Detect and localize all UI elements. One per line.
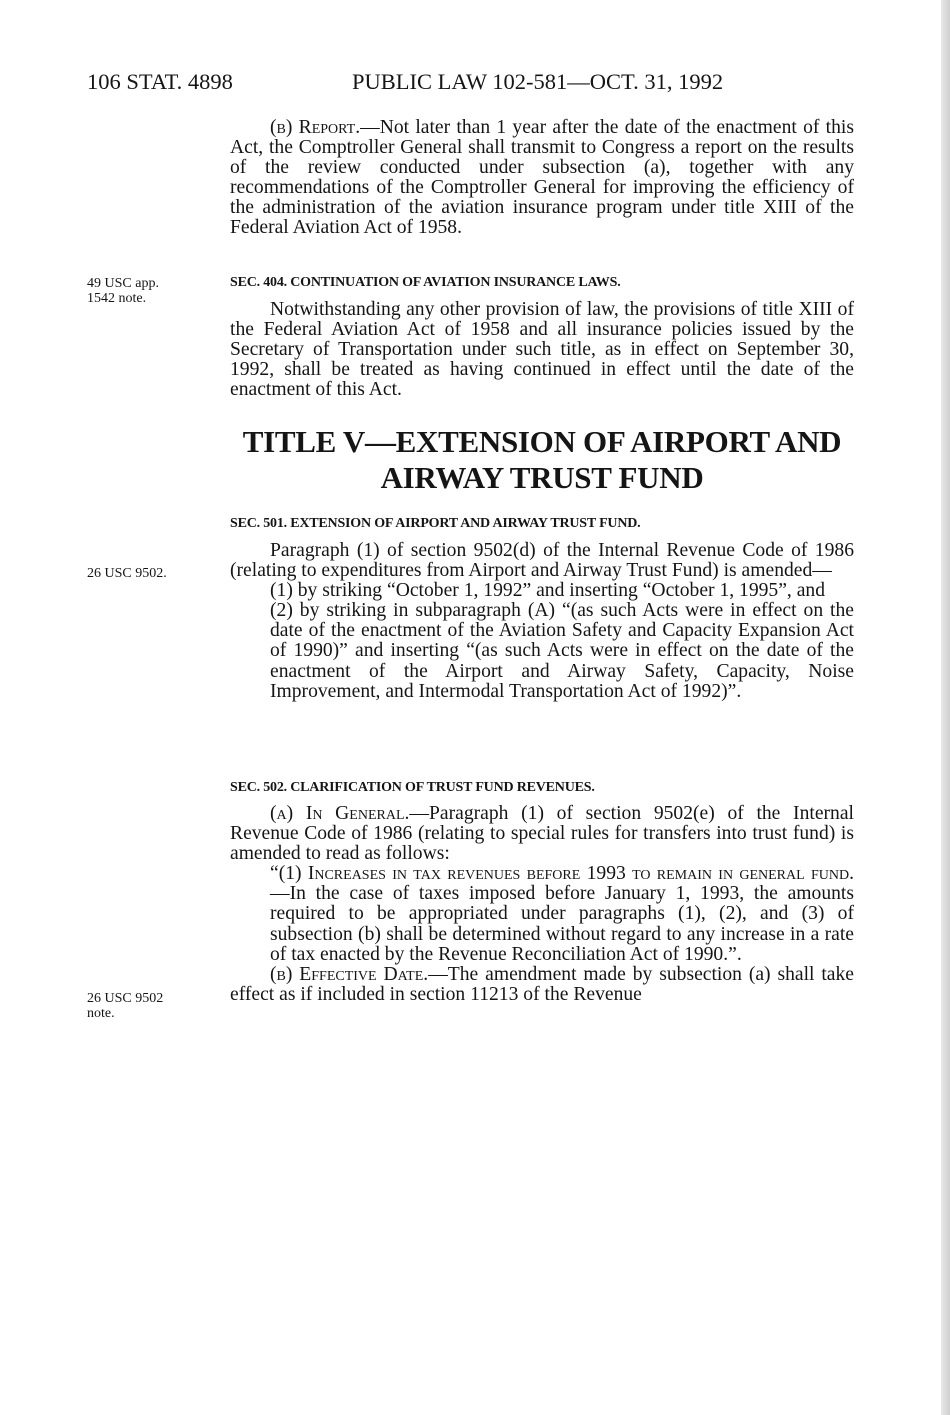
sec502-quote-text: —In the case of taxes imposed before January 1, 1993, the amounts required to be appropriated under paragraphs (1), (2), and (3) of subsection (b) shall be determined without regard to any increase in a rate of tax enacted by the Revenue Reconciliation Act of 1990.”. <box>270 883 854 965</box>
sec502-heading: SEC. 502. CLARIFICATION OF TRUST FUND REVENUES. <box>230 780 595 795</box>
sec502-quote <box>230 864 854 964</box>
margin-note-line: 26 USC 9502 <box>87 991 164 1006</box>
sec501-intro: Paragraph (1) of section 9502(d) of the Internal Revenue Code of 1986 (relating to expenditures from Airport and Airway Trust Fund) is amended— <box>230 540 854 582</box>
margin-note-line: 49 USC app. <box>87 276 159 291</box>
sec502-b-text: —The amendment made by subsection (a) shall take effect as if included in section 11213 of the Revenue <box>230 963 854 1005</box>
sec501-item-2: (2) by striking in subparagraph (A) “(as such Acts were in effect on the date of the enactment of the Aviation Safety and Capacity Expansion Act of 1990)” and inserting “(as such Acts were in effect on the date of the enactment of the Airport and Airway Safety, Capacity, Noise Improvement, and Intermodal Transportation Act of 1992)”. <box>270 600 854 702</box>
report-text: —Not later than 1 year after the date of the enactment of this Act, the Comptroller General shall transmit to Congress a report on the results of the review conducted under subsection (a), together with any recommendations of the Comptroller General for improving the efficiency of the administration of the aviation insurance program under title XIII of the Federal Aviation Act of 1958. <box>230 117 854 239</box>
sec501-heading: SEC. 501. EXTENSION OF AIRPORT AND AIRWAY TRUST FUND. <box>230 516 641 531</box>
margin-note-sec404 <box>87 276 159 306</box>
sec502-b-label: (b) Effective Date. <box>270 963 429 985</box>
page-edge-shadow <box>941 0 950 1415</box>
sec502-body <box>230 804 854 1005</box>
sec502-a <box>230 804 854 864</box>
report-label: (b) Report. <box>270 117 361 138</box>
sec501-item-1: (1) by striking “October 1, 1992” and inserting “October 1, 1995”, and <box>270 580 826 602</box>
sec502-a-text: —Paragraph (1) of section 9502(e) of the Internal Revenue Code of 1986 (relating to special rules for transfers into trust fund) is amended to read as follows: <box>230 803 854 865</box>
sec404-heading: SEC. 404. CONTINUATION OF AVIATION INSURANCE LAWS. <box>230 275 621 290</box>
margin-note-line: note. <box>87 1006 115 1021</box>
margin-note-sec501: 26 USC 9502. <box>87 566 167 581</box>
sec501-item-2-wrap <box>230 601 854 701</box>
sec501-body <box>230 541 854 702</box>
margin-note-line: 1542 note. <box>87 291 147 306</box>
page-stat-number: 106 STAT. 4898 <box>87 69 233 94</box>
margin-note-sec502 <box>87 991 163 1021</box>
sec502-a-label: (a) In General. <box>270 803 410 824</box>
sec501-item-1-wrap <box>230 581 854 601</box>
sec404-paragraph <box>230 300 854 400</box>
page-running-head: PUBLIC LAW 102-581—OCT. 31, 1992 <box>352 69 724 94</box>
title-line-2: AIRWAY TRUST FUND <box>380 460 704 495</box>
sec404-text: Notwithstanding any other provision of law, the provisions of title XIII of the Federal Aviation Act of 1958 and all insurance policies issued by the Secretary of Transportation under such title, as in effect on September 30, 1992, shall be treated as having continued in effect until the date of the enactment of this Act. <box>230 299 854 401</box>
sec502-b <box>230 965 854 1005</box>
sec502-quote-label: “(1) Increases in tax revenues before 1993 to remain in general fund. <box>270 863 854 885</box>
report-paragraph <box>230 118 854 239</box>
title-v-heading <box>230 424 854 496</box>
title-line-1: TITLE V—EXTENSION OF AIRPORT AND <box>242 424 842 459</box>
